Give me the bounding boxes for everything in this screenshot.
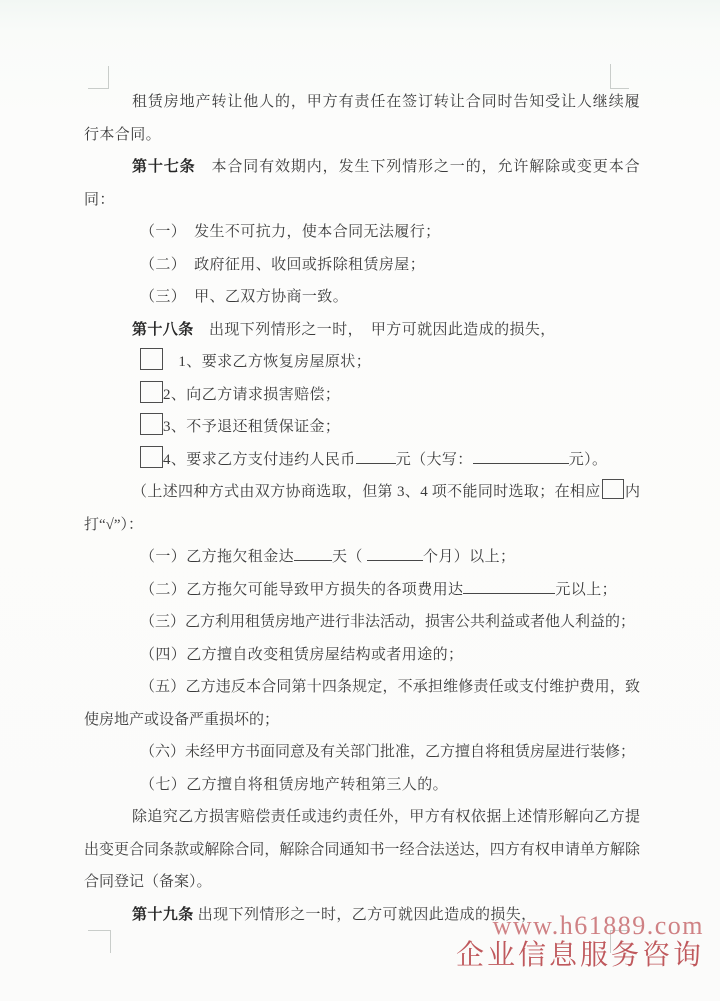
blank-field xyxy=(356,448,396,464)
text-run: （四）乙方擅自改变租赁房屋结构或者用途的； xyxy=(140,646,464,663)
text-run: （七）乙方擅自将租赁房地产转租第三人的。 xyxy=(140,776,449,793)
clause-18-cond-3 xyxy=(84,606,640,639)
text-run: 元）。 xyxy=(568,451,608,468)
crop-mark-bottom-left xyxy=(88,930,111,953)
watermark-caption: 企业信息服务咨询 xyxy=(455,939,704,971)
checkbox-icon[interactable] xyxy=(140,348,163,370)
clause-heading: 第十八条 xyxy=(132,321,194,338)
clause-17-item-1 xyxy=(84,216,640,249)
clause-18-option-2 xyxy=(84,379,640,412)
clause-18 xyxy=(84,314,640,347)
text-run: （上述四种方式由双方协商选取，但第 3、4 项不能同时选取；在相应 xyxy=(132,484,601,500)
checkbox-icon[interactable] xyxy=(602,479,624,499)
document-body xyxy=(84,86,640,931)
text-run: 2、向乙方请求损害赔偿； xyxy=(163,386,341,403)
text-run: 元以上； xyxy=(555,581,618,598)
clause-17 xyxy=(84,151,640,216)
blank-field xyxy=(367,545,423,561)
clause-18-cond-2 xyxy=(84,574,640,607)
checkbox-icon[interactable] xyxy=(140,381,163,403)
clause-18-remedy xyxy=(84,801,640,899)
text-run: 天（ xyxy=(332,549,367,565)
clause-18-option-1 xyxy=(84,346,640,379)
text-run: （二） 政府征用、收回或拆除租赁房屋； xyxy=(140,256,426,273)
clause-18-option-4 xyxy=(84,444,640,477)
text-run: 3、不予退还租赁保证金； xyxy=(163,419,341,435)
para-transfer-notice xyxy=(84,86,640,151)
text-run: （五）乙方违反本合同第十四条规定，不承担维修责任或支付维护费用，致使房地产或设备严重损坏的； xyxy=(84,679,640,728)
text-run: 4、要求乙方支付违约人民币 xyxy=(163,451,356,468)
clause-18-note xyxy=(84,476,640,541)
text-run: （三）乙方利用租赁房地产进行非法活动，损害公共利益或者他人利益的； xyxy=(140,614,636,630)
clause-18-cond-6 xyxy=(84,736,640,769)
text-run: 1、要求乙方恢复房屋原状； xyxy=(163,354,372,370)
blank-field xyxy=(473,448,569,464)
blank-field xyxy=(294,545,332,561)
text-run: （二）乙方拖欠可能导致甲方损失的各项费用达 xyxy=(140,581,464,598)
clause-17-item-3 xyxy=(84,281,640,314)
checkbox-icon[interactable] xyxy=(140,413,163,435)
clause-18-cond-4 xyxy=(84,639,640,672)
text-run: 内打“√”）： xyxy=(84,484,640,533)
text-run: 租赁房地产转让他人的，甲方有责任在签订转让合同时告知受让人继续履行本合同。 xyxy=(84,94,640,143)
clause-18-option-3 xyxy=(84,411,640,444)
clause-heading: 第十九条 xyxy=(132,906,194,923)
text-run: 本合同有效期内，发生下列情形之一的，允许解除或变更本合同： xyxy=(84,159,640,208)
clause-18-cond-5 xyxy=(84,671,640,736)
text-run: （三） 甲、乙双方协商一致。 xyxy=(140,289,349,305)
watermark xyxy=(456,911,704,971)
text-run: 出现下列情形之一时， 甲方可就因此造成的损失， xyxy=(193,321,556,338)
text-run: （一）乙方拖欠租金达 xyxy=(140,549,295,565)
checkbox-icon[interactable] xyxy=(140,446,163,468)
text-run: 除追究乙方损害赔偿责任或违约责任外，甲方有权依据上述情形解向乙方提出变更合同条款或解除合同，解除合同通知书一经合法送达，四方有权申请单方解除合同登记（备案）。 xyxy=(84,809,640,890)
text-run: （六）未经甲方书面同意及有关部门批准，乙方擅自将租赁房屋进行装修； xyxy=(140,744,636,760)
blank-field xyxy=(463,578,555,594)
clause-18-cond-7 xyxy=(84,769,640,802)
text-run: 元（大写： xyxy=(395,451,473,468)
watermark-url: www.h61889.com xyxy=(492,910,704,940)
text-run: 出现下列情形之一时，乙方可就因此造成的损失， xyxy=(193,906,537,923)
text-run: 个月）以上； xyxy=(422,549,516,565)
clause-17-item-2 xyxy=(84,249,640,282)
clause-heading: 第十七条 xyxy=(132,159,196,175)
clause-18-cond-1 xyxy=(84,541,640,574)
text-run: （一） 发生不可抗力，使本合同无法履行； xyxy=(140,224,441,240)
